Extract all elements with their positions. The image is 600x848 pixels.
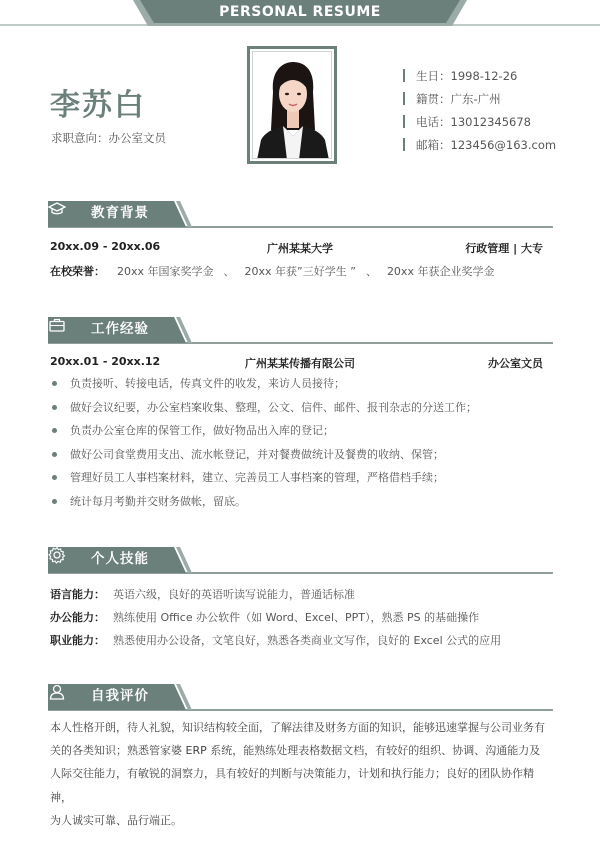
honor-item: 20xx 年国家奖学金 — [117, 265, 214, 278]
duty-text: 统计每月考勤并交财务做帐，留底。 — [70, 494, 246, 508]
skill-label: 办公能力： — [50, 611, 105, 624]
gear-icon — [48, 546, 66, 564]
eval-line: 人际交往能力，有敏锐的洞察力，具有较好的判断与决策能力，计划和执行能力；良好的团队协作精神， — [50, 767, 534, 804]
self-evaluation-text — [50, 716, 552, 832]
eval-line: 关的各类知识；熟悉管家婆 ERP 系统，能熟练处理表格数据文档，有较好的组织、协调、沟通能力及 — [50, 744, 541, 758]
skill-text: 熟悉使用办公设备，文笔良好，熟悉各类商业文写作，良好的 Excel 公式的应用 — [113, 634, 502, 647]
portrait-image — [253, 52, 332, 159]
skill-label: 语言能力： — [50, 588, 105, 601]
work-period: 20xx.01 - 20xx.12 — [50, 355, 161, 368]
duty-text: 负责接听、转接电话，传真文件的收发，来访人员接待； — [70, 377, 345, 390]
education-period: 20xx.09 - 20xx.06 — [50, 240, 161, 253]
list-item — [50, 400, 550, 424]
section-title: 教育背景 — [91, 205, 149, 221]
info-bar-marker — [403, 92, 405, 105]
section-title: 工作经验 — [91, 321, 149, 337]
list-item — [50, 494, 550, 518]
info-phone — [403, 114, 556, 137]
skill-office — [50, 609, 560, 625]
bullet-dot — [52, 452, 57, 457]
list-item — [50, 470, 550, 494]
education-school: 广州某某大学 — [267, 242, 333, 255]
info-bar-marker — [403, 69, 405, 82]
job-intent: 求职意向：办公室文员 — [51, 131, 166, 145]
briefcase-icon — [48, 316, 66, 334]
skill-label: 职业能力： — [50, 634, 105, 647]
eval-line: 本人性格开朗，待人礼貌，知识结构较全面，了解法律及财务方面的知识，能够迅速掌握与公司业务有 — [50, 721, 545, 734]
info-value: 1998-12-26 — [450, 69, 518, 83]
info-value: 123456@163.com — [450, 138, 557, 152]
section-header-education — [48, 200, 553, 228]
skill-professional — [50, 632, 560, 648]
eval-line: 为人诚实可靠、品行端正。 — [50, 813, 182, 827]
section-title: 个人技能 — [91, 551, 149, 567]
education-honors — [50, 263, 550, 279]
bullet-dot — [52, 475, 57, 480]
work-duties — [50, 376, 550, 518]
duty-text: 做好公司食堂费用支出、流水帐登记，并对餐费做统计及餐费的收纳、保管； — [70, 447, 444, 461]
candidate-name: 李苏白 — [50, 88, 146, 123]
skill-text: 英语六级，良好的英语听读写说能力，普通话标准 — [113, 588, 355, 601]
resume-title: PERSONAL RESUME — [219, 4, 381, 20]
list-item — [50, 447, 550, 471]
education-row — [50, 240, 550, 256]
honor-item: 20xx 年获”三好学生 ” — [244, 265, 356, 278]
info-value: 13012345678 — [450, 115, 531, 129]
skill-text: 熟练使用 Office 办公软件（如 Word、Excel、PPT），熟悉 PS 的基础操作 — [113, 611, 480, 624]
bullet-dot — [52, 428, 57, 433]
work-row — [50, 355, 550, 371]
graduation-cap-icon — [48, 200, 66, 218]
section-header-skills — [48, 546, 553, 574]
honor-separator: 、 — [365, 265, 377, 278]
duty-text: 负责办公室仓库的保管工作，做好物品出入库的登记； — [70, 424, 334, 438]
info-label: 邮箱： — [416, 138, 451, 152]
bullet-dot — [52, 499, 57, 504]
info-label: 籍贯： — [416, 92, 451, 106]
work-company: 广州某某传播有限公司 — [245, 357, 355, 370]
honors-label: 在校荣誉： — [50, 265, 105, 278]
info-email — [403, 137, 556, 160]
section-header-work — [48, 316, 553, 344]
profile-photo — [247, 46, 337, 164]
skill-language — [50, 586, 560, 602]
duty-text: 管理好员工人事档案材料，建立、完善员工人事档案的管理，严格借档手续； — [70, 471, 444, 485]
user-icon — [48, 683, 66, 701]
info-label: 电话： — [416, 115, 451, 129]
bullet-dot — [52, 381, 57, 386]
info-bar-marker — [403, 115, 405, 128]
education-major: 行政管理 | 大专 — [465, 242, 543, 255]
honor-item: 20xx 年获企业奖学金 — [386, 265, 495, 278]
info-hometown — [403, 91, 556, 114]
list-item — [50, 376, 550, 400]
section-header-self-eval — [48, 683, 553, 711]
info-birthday — [403, 68, 556, 91]
list-item — [50, 423, 550, 447]
work-position: 办公室文员 — [488, 357, 543, 370]
bullet-dot — [52, 405, 57, 410]
info-label: 生日： — [416, 69, 451, 83]
info-bar-marker — [403, 138, 405, 151]
personal-info — [403, 68, 556, 160]
duty-text: 做好会议纪要，办公室档案收集、整理，公文、信件、邮件、报刊杂志的分送工作； — [70, 400, 477, 414]
section-title: 自我评价 — [91, 688, 149, 704]
info-value: 广东-广州 — [450, 92, 501, 106]
honor-separator: 、 — [223, 265, 235, 278]
